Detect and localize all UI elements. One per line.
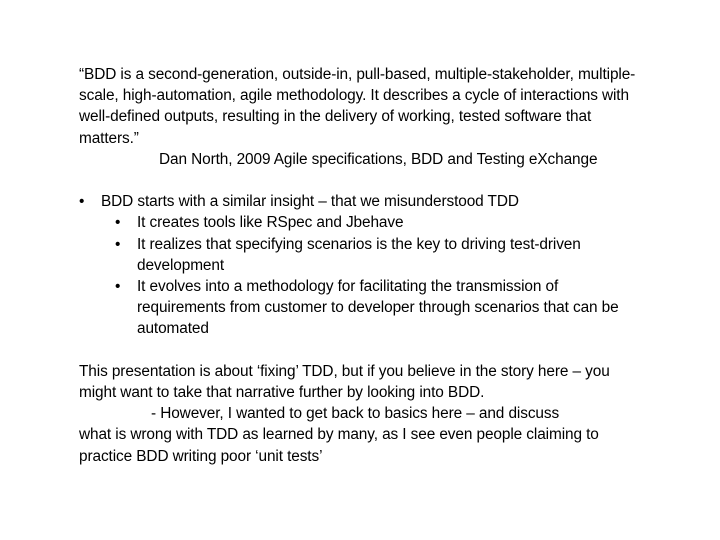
bullet-item-label: BDD starts with a similar insight – that we misunderstood TDD — [101, 193, 519, 211]
sub-bullet-label: It realizes that specifying scenarios is the key to driving test-driven development — [137, 235, 581, 274]
quote-block — [79, 64, 639, 170]
sub-bullet-item — [79, 212, 639, 233]
spacer — [79, 170, 639, 191]
closing-paragraph: This presentation is about ‘fixing’ TDD, but if you believe in the story here – you might want to take that narrative further by looking into BDD. — [79, 362, 610, 402]
sub-list-wrapper — [79, 212, 639, 339]
sub-bullet-label: It evolves into a methodology for facilitating the transmission of requirements from customer to developer through scenarios that can be automated — [137, 278, 619, 338]
closing-note-rest: what is wrong with TDD as learned by many, as I see even people claiming to practice BDD writing poor ‘unit tests’ — [79, 426, 599, 465]
bullet-list — [79, 191, 639, 339]
quote-text: “BDD is a second-generation, outside-in, pull-based, multiple-stakeholder, multiple-scale, high-automation, agile methodology. It describes a cycle of interactions with well-defined outputs, resulting in the delivery of working, tested software that matters.” — [79, 66, 636, 147]
closing-note-first-line: - However, I wanted to get back to basics here – and discuss — [151, 405, 560, 423]
quote-attribution: Dan North, 2009 Agile specifications, BDD and Testing eXchange — [159, 150, 598, 168]
slide-body — [79, 64, 639, 467]
sub-bullet-list — [79, 212, 639, 339]
sub-bullet-label: It creates tools like RSpec and Jbehave — [137, 214, 404, 232]
sub-bullet-item — [79, 234, 639, 276]
bullet-item-main — [79, 191, 639, 212]
spacer — [79, 340, 639, 361]
sub-bullet-item — [79, 276, 639, 340]
closing-block — [79, 361, 639, 467]
